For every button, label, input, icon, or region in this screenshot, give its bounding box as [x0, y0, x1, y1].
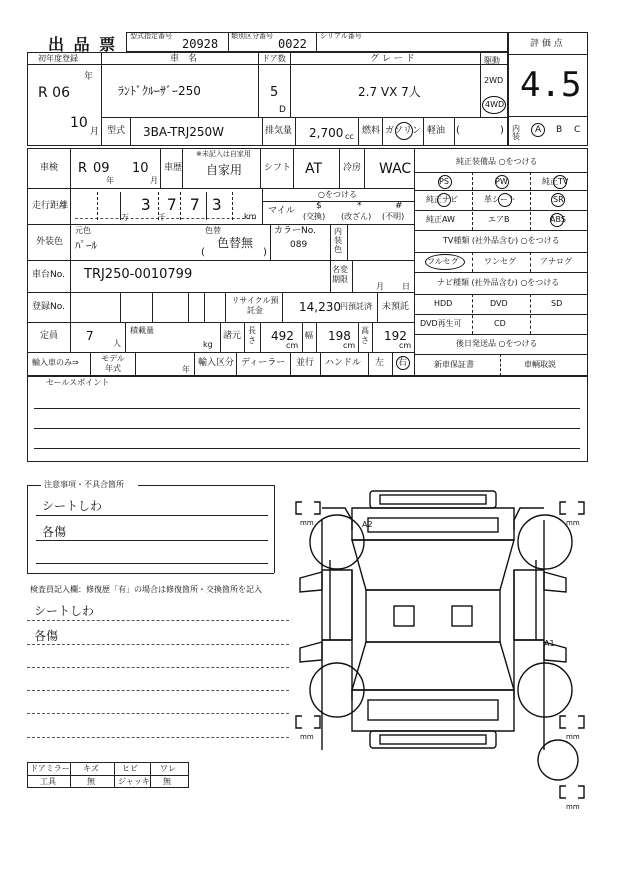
equip-leather: 革シート — [484, 195, 516, 204]
missing-header-break: ワレ — [160, 764, 176, 773]
notes-line-2: 各傷 — [42, 525, 67, 539]
recycle-unpaid: 未預託 — [382, 302, 410, 312]
inspection-month-unit: 月 — [150, 176, 158, 185]
capacity-unit: 人 — [113, 339, 121, 348]
mm-label-rear-right: mm — [566, 733, 580, 741]
ac-label: 冷房 — [343, 163, 362, 173]
later-title: 後日発送品 ○をつける — [456, 339, 538, 348]
grade-label: グ レ ー ド — [370, 54, 415, 64]
exterior-color-label: 外装色 — [36, 237, 64, 247]
capacity-label: 定員 — [40, 331, 59, 341]
model-designation-label: 型式指定番号 — [130, 32, 172, 40]
tv-fullseg: フルセグ — [427, 257, 459, 266]
drive-2wd: 2WD — [484, 76, 504, 85]
damage-mark-a1: A1 — [544, 639, 555, 648]
sales-point-label: セールスポイント — [46, 378, 110, 387]
first-reg-month: 10 — [70, 115, 88, 131]
equip-ps: PS — [439, 177, 449, 186]
tv-title: TV種類 (社外品含む) ○をつける — [443, 236, 560, 245]
inspection-label: 車検 — [40, 163, 59, 173]
mileage-man-unit: 万 — [121, 213, 129, 222]
mileage-tampered: (改ざん) — [341, 212, 372, 221]
model-designation-value: 20928 — [182, 37, 219, 51]
mm-label-spare: mm — [566, 803, 580, 811]
equip-aw: 純正AW — [426, 215, 455, 224]
inspector-line-1: シートしわ — [34, 604, 95, 618]
payload-unit: kg — [203, 340, 213, 349]
score-value: 4.5 — [520, 65, 582, 105]
current-color-label: 色替 — [205, 226, 221, 235]
missing-tools: 工具 — [40, 777, 56, 786]
navi-cd: CD — [494, 319, 506, 328]
equip-abs: ABS — [550, 215, 566, 224]
original-color-label: 元色 — [75, 226, 91, 235]
length-label: 長さ — [248, 326, 256, 345]
chassis-label: 車台No. — [32, 270, 65, 280]
first-reg-era-year: R 06 — [38, 85, 70, 101]
mm-label-rear-left: mm — [300, 733, 314, 741]
recycle-label: リサイクル預託金 — [231, 296, 279, 315]
color-no-value: 089 — [290, 240, 308, 250]
mileage-label: 走行距離 — [32, 201, 69, 211]
mileage-exchanged: (交換) — [303, 212, 326, 221]
later-manual: 車輌取説 — [524, 360, 556, 369]
height-value: 192 — [384, 329, 407, 343]
mileage-asterisk: * — [357, 201, 362, 211]
navi-dvd-play: DVD再生可 — [420, 319, 462, 328]
mm-label-front-right: mm — [566, 519, 580, 527]
model-year-label: モデル年式 — [101, 354, 125, 373]
sheet-title: 出 品 票 — [48, 35, 118, 54]
original-color-value: ﾊﾟｰﾙ — [75, 239, 97, 252]
length-unit: cm — [286, 341, 299, 350]
tv-oneseg: ワンセグ — [484, 257, 516, 266]
shift-value: AT — [305, 161, 323, 177]
inspection-year: 09 — [93, 161, 110, 176]
category-label: 類別区分番号 — [231, 32, 273, 40]
damage-mark-a2: A2 — [362, 520, 373, 529]
missing-jack: ジャッキ — [118, 777, 150, 786]
fuel-diesel: 軽油 — [427, 126, 446, 136]
navi-hdd: HDD — [434, 299, 453, 308]
color-paren-open: ( — [201, 247, 205, 258]
mileage-digit-3: 3 — [141, 195, 151, 214]
car-name-label: 車 名 — [170, 54, 198, 64]
displacement-label: 排気量 — [265, 126, 293, 136]
import-label: 輸入車のみ⇒ — [32, 358, 79, 367]
width-label: 幅 — [305, 331, 313, 340]
recycle-unit: 円預託済 — [340, 302, 372, 311]
inspection-month: 10 — [132, 161, 149, 176]
steering-left: 左 — [375, 358, 385, 368]
interior-grade-c: C — [574, 125, 581, 135]
missing-header-scratch: キズ — [83, 764, 99, 773]
mileage-dollar: $ — [316, 201, 322, 211]
missing-jack-value: 無 — [163, 777, 171, 786]
navi-dvd: DVD — [490, 299, 508, 308]
inspector-line-2: 各傷 — [34, 629, 59, 643]
interior-label: 内装 — [512, 124, 520, 141]
history-note: ※未記入は自家用 — [196, 150, 251, 158]
repaint-value: 色替無 — [217, 236, 254, 250]
recycle-value: 14,230 — [299, 300, 341, 314]
title-deadline-label: 名変期限 — [332, 265, 348, 284]
inspector-label: 検査員記入欄：修復歴「有」の場合は修復箇所・交換箇所を記入 — [30, 585, 262, 594]
steering-label: ハンドル — [325, 358, 362, 368]
mileage-mile: マイル — [268, 206, 295, 216]
title-deadline-day-unit: 日 — [402, 282, 410, 291]
capacity-value: 7 — [86, 329, 94, 343]
missing-header-crack: ヒビ — [122, 764, 138, 773]
later-warranty: 新車保証書 — [434, 360, 474, 369]
ac-value: WAC — [379, 161, 412, 177]
displacement-value: 2,700 — [309, 126, 344, 140]
doors-value: 5 — [270, 85, 279, 100]
interior-grade-b: B — [556, 125, 563, 135]
notes-label: 注意事項・不具合箇所 — [44, 480, 124, 489]
missing-tools-value: 無 — [87, 777, 95, 786]
length-value: 492 — [271, 329, 294, 343]
import-dealer: ディーラー — [241, 358, 286, 368]
score-label: 評 価 点 — [530, 39, 563, 49]
drive-4wd: 4WD — [485, 100, 505, 109]
drive-label: 駆動 — [484, 56, 500, 65]
import-type-label: 輸入区分 — [198, 358, 235, 368]
first-reg-month-unit: 月 — [90, 127, 100, 137]
mileage-sen-unit: 千 — [158, 213, 166, 222]
history-value: 自家用 — [206, 163, 243, 177]
payload-label: 積載量 — [130, 326, 154, 335]
equip-airbag: エアB — [488, 215, 510, 224]
height-label: 高さ — [361, 326, 369, 345]
shift-label: シフト — [264, 163, 292, 173]
navi-title: ナビ種類 (社外品含む) ○をつける — [437, 278, 560, 287]
equip-sr: SR — [553, 195, 564, 204]
fuel-gasoline: ガソリン — [385, 126, 422, 136]
dimensions-label: 諸元 — [223, 331, 242, 341]
interior-grade-a: A — [535, 125, 542, 135]
grade-value: 2.7 VX 7人 — [358, 85, 421, 99]
steering-right: 右 — [398, 358, 408, 368]
doors-suffix: D — [279, 105, 286, 115]
first-reg-label: 初年度登録 — [38, 54, 78, 63]
width-value: 198 — [328, 329, 351, 343]
fuel-paren-close: ) — [500, 125, 504, 136]
navi-sd: SD — [551, 299, 563, 308]
color-no-label: カラーNo. — [274, 226, 316, 236]
equip-pw: PW — [495, 177, 508, 186]
mileage-digit-6: 7 — [190, 195, 200, 214]
car-name-value: ﾗﾝﾄﾞｸﾙｰｻﾞｰ250 — [118, 84, 201, 98]
title-deadline-month-unit: 月 — [376, 282, 384, 291]
chassis-value: TRJ250-0010799 — [84, 267, 193, 282]
equipment-title: 純正装備品 ○をつける — [456, 157, 538, 166]
import-parallel: 並行 — [296, 358, 315, 368]
notes-line-1: シートしわ — [42, 499, 103, 513]
color-paren-close: ) — [263, 247, 267, 258]
serial-label: シリアル番号 — [320, 32, 362, 40]
inspection-era: R — [78, 161, 88, 176]
mm-label-front-left: mm — [300, 519, 314, 527]
tv-analog: アナログ — [540, 257, 572, 266]
first-reg-year-unit: 年 — [84, 72, 94, 82]
category-value: 0022 — [278, 37, 307, 51]
equip-navi: 純正ナビ — [426, 195, 458, 204]
registration-label: 登録No. — [32, 302, 65, 312]
mileage-digit-7: 3 — [212, 195, 222, 214]
missing-header-mirror: ドアミラー — [30, 764, 70, 773]
mileage-hash: # — [395, 201, 403, 211]
mileage-unknown: (不明) — [382, 212, 405, 221]
history-label: 車歴 — [164, 163, 183, 173]
equip-tv: 純正TV — [542, 177, 569, 186]
inspection-year-unit: 年 — [106, 176, 114, 185]
mileage-unit: km — [244, 212, 257, 221]
width-unit: cm — [343, 341, 356, 350]
fuel-label: 燃料 — [362, 126, 381, 136]
interior-color-label: 内装色 — [334, 227, 342, 254]
model-label: 型式 — [107, 126, 126, 136]
displacement-unit: cc — [345, 132, 354, 141]
doors-label: ドア数 — [262, 54, 286, 63]
height-unit: cm — [399, 341, 412, 350]
fuel-paren-open: ( — [456, 125, 460, 136]
mileage-digit-5: 7 — [167, 195, 177, 214]
mileage-circle-note: ○をつける — [318, 190, 357, 199]
model-year-unit: 年 — [182, 365, 190, 374]
model-value: 3BA-TRJ250W — [143, 125, 225, 139]
